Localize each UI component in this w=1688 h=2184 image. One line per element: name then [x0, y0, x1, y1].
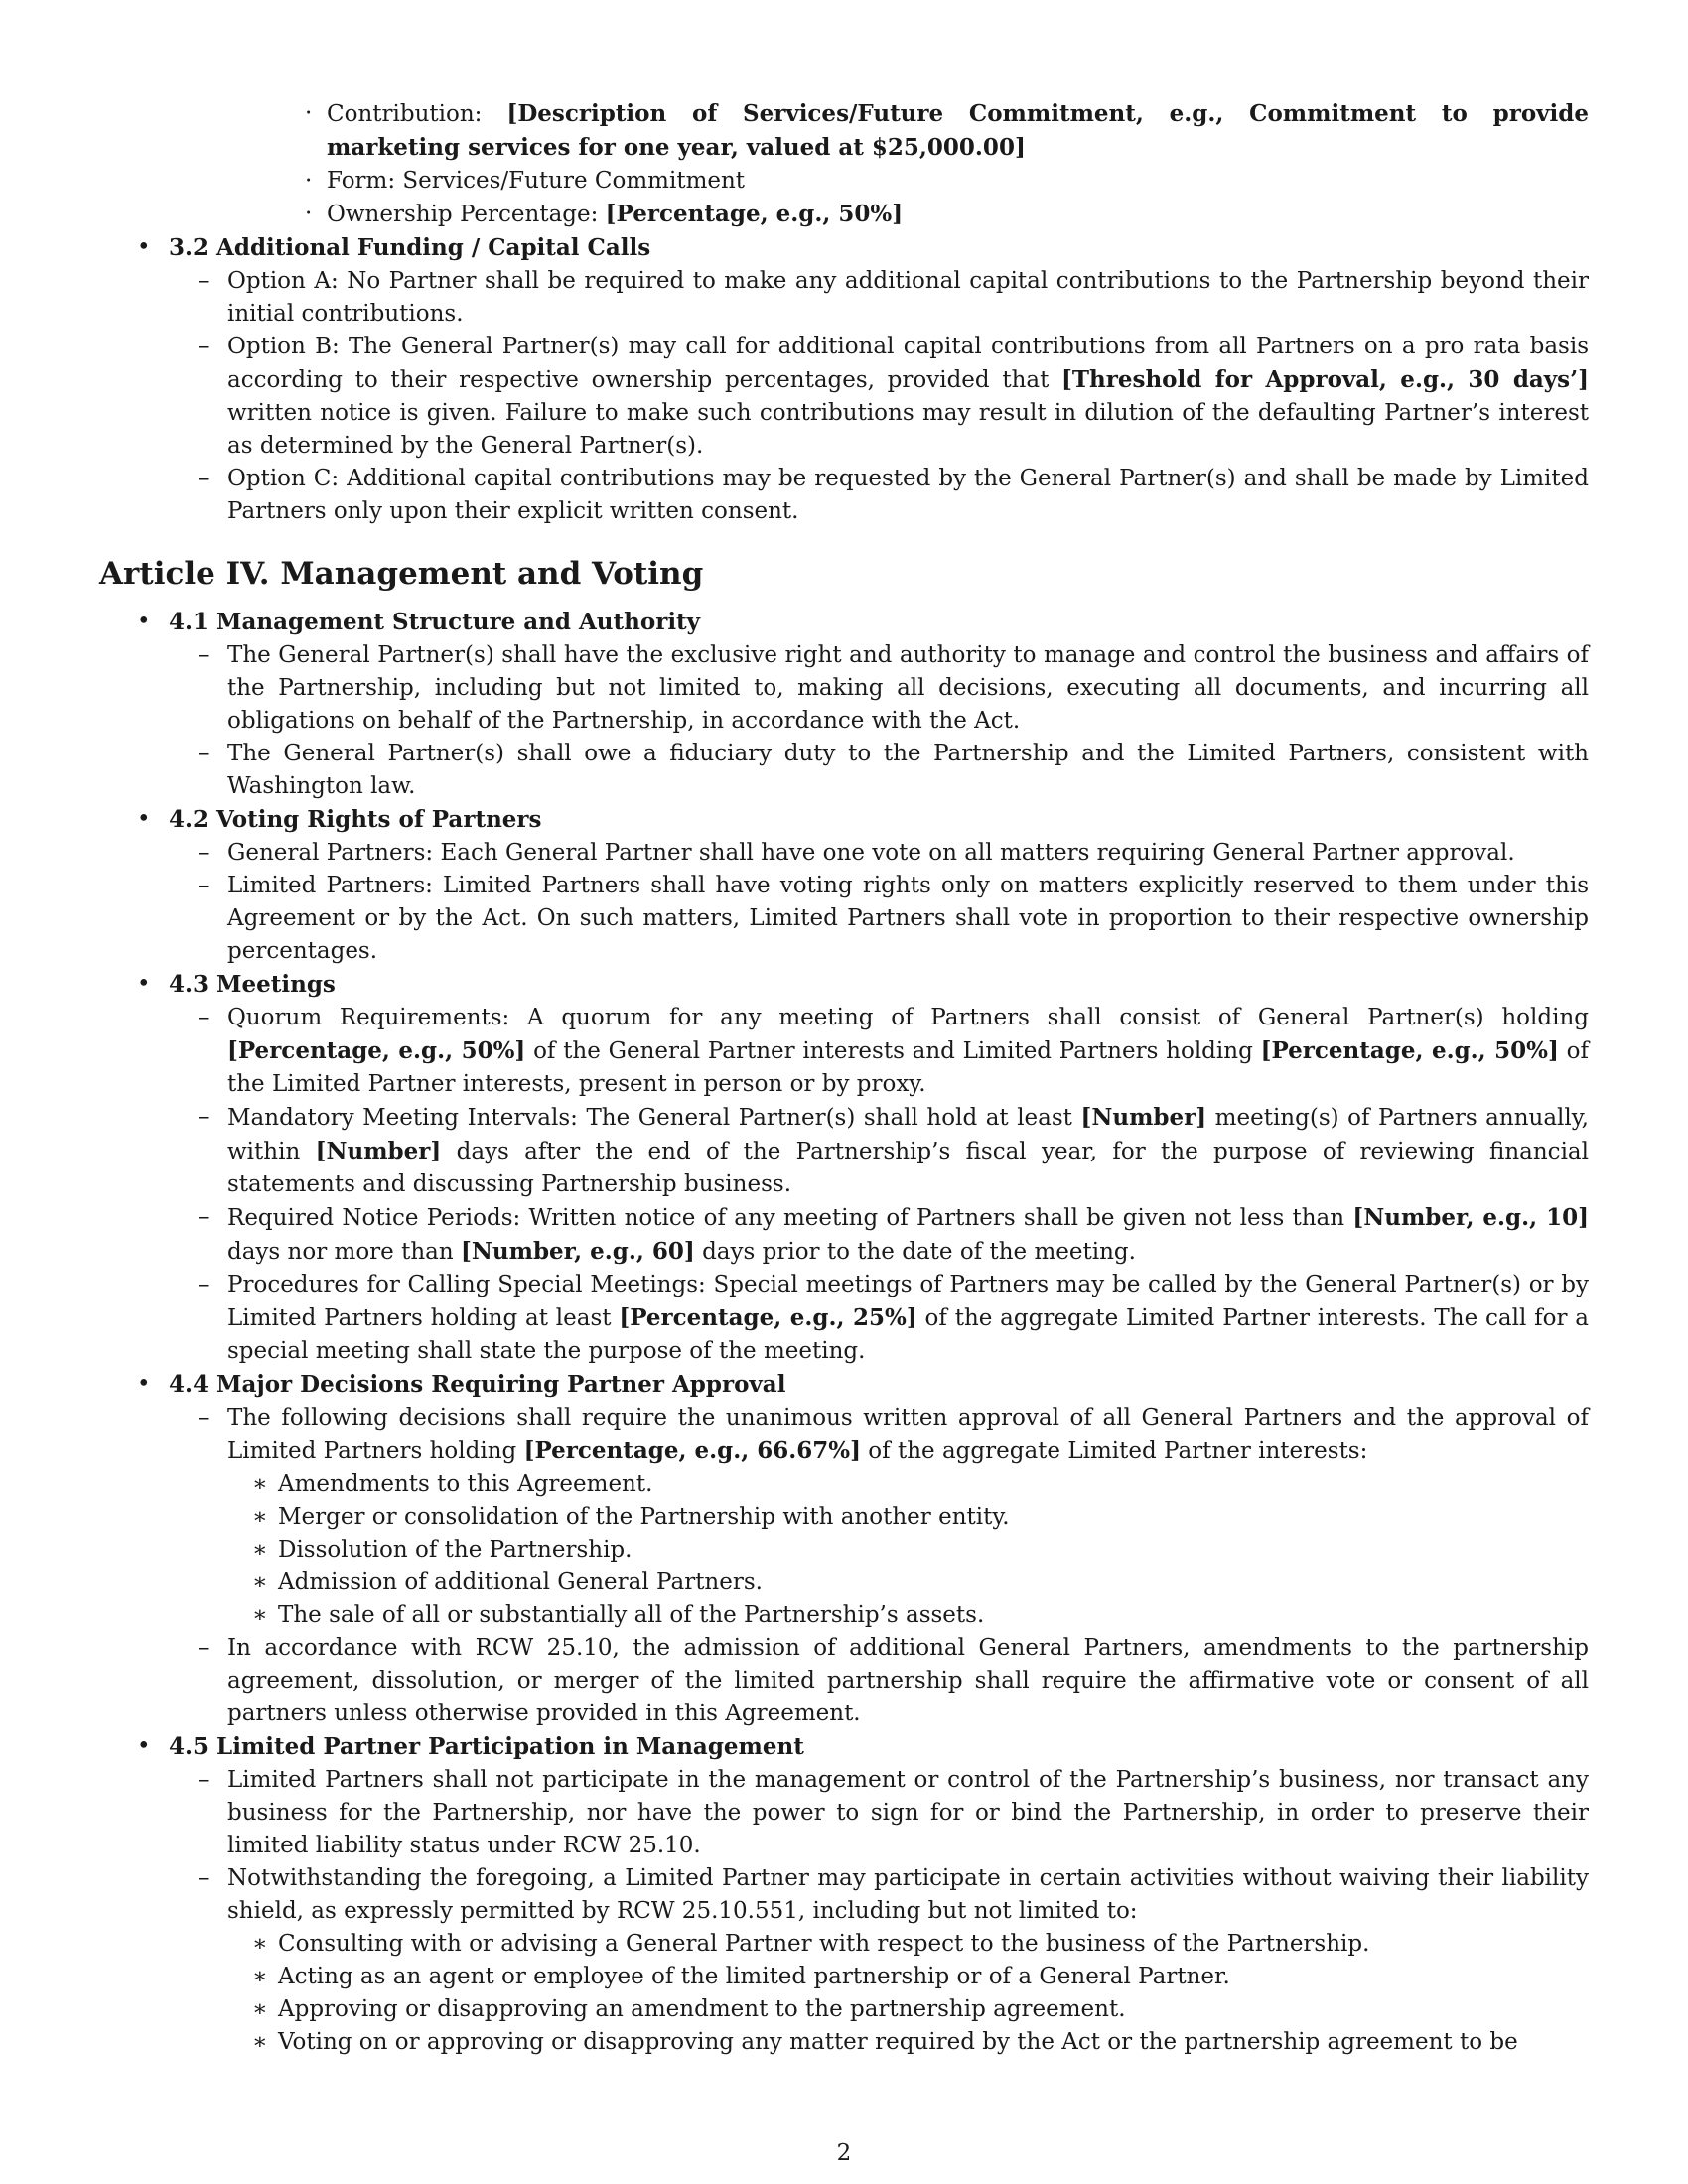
bullet-marker: • — [137, 971, 151, 997]
placeholder-field: [Number] — [315, 1138, 442, 1164]
paragraph-text: of the Limited Partner interests, present in person or by proxy. — [227, 1038, 1589, 1097]
sub-item-text: Merger or consolidation of the Partnership with another entity. — [278, 1504, 1010, 1530]
notice-periods-item — [198, 1201, 1589, 1269]
paragraph-text: written notice is given. Failure to make such contributions may result in dilution of the defaulting Partner’s interest as determined by the General Partner(s). — [227, 400, 1589, 459]
sub-item — [252, 1468, 1589, 1501]
paragraph-text: In accordance with RCW 25.10, the admission of additional General Partners, amendments to the partnership agreement, dissolution, or merger of the limited partnership shall require the affirmative vote or consent of all partners unless otherwise provided in this Agreement. — [227, 1635, 1589, 1726]
star-marker: ∗ — [252, 1996, 268, 2022]
document-page — [99, 97, 1589, 2059]
star-marker: ∗ — [252, 1504, 268, 1530]
paragraph-text: days after the end of the Partnership’s fiscal year, for the purpose of reviewing financial statements and discussing Partnership business. — [227, 1139, 1589, 1197]
dash-marker: – — [198, 466, 210, 491]
sub-item-text: Amendments to this Agreement. — [278, 1471, 653, 1497]
sub-item-text: Dissolution of the Partnership. — [278, 1537, 633, 1563]
paragraph-text: Limited Partners shall not participate in the management or control of the Partnership’s business, nor transact any business for the Partnership, nor have the power to sign for or bind the Partnership, in order to preserve their limited liability status under RCW 25.10. — [227, 1767, 1589, 1858]
star-marker: ∗ — [252, 1537, 268, 1563]
paragraph-text: meeting(s) of Partners annually, within — [227, 1105, 1589, 1164]
paragraph-text: The General Partner(s) shall have the exclusive right and authority to manage and control the business and affairs of the Partnership, including but not limited to, making all decisions, executing all documents, and incurring all obligations on behalf of the Partnership, in accordance with the Act. — [227, 642, 1589, 734]
sub-item — [252, 1961, 1589, 1993]
special-meetings-item — [198, 1269, 1589, 1368]
dash-marker: – — [198, 268, 210, 294]
quorum-item — [198, 1002, 1589, 1101]
sub-item — [252, 1599, 1589, 1632]
item-label: Form: Services/Future Commitment — [327, 168, 746, 194]
dash-marker: – — [198, 334, 210, 359]
dot-marker: · — [305, 201, 313, 226]
item-value: [Percentage, e.g., 50%] — [605, 201, 904, 227]
placeholder-field: [Number, e.g., 10] — [1352, 1204, 1589, 1231]
placeholder-field: [Percentage, e.g., 50%] — [1260, 1037, 1559, 1064]
paragraph-text: of the aggregate Limited Partner interests: — [861, 1438, 1368, 1464]
item-label: Ownership Percentage: — [327, 202, 606, 227]
form-item — [305, 165, 1589, 198]
dash-marker: – — [198, 1204, 210, 1230]
sub-item — [252, 1928, 1589, 1961]
paragraph-text: Limited Partners: Limited Partners shall have voting rights only on matters explicitly reserved to them under this Agreement or by the Act. On such matters, Limited Partners shall vote in proportion to their respective ownership percentages. — [227, 873, 1589, 964]
dash-marker: – — [198, 1635, 210, 1661]
placeholder-field: [Number, e.g., 60] — [460, 1238, 695, 1265]
sub-item-text: Admission of additional General Partners. — [278, 1570, 763, 1595]
dash-marker: – — [198, 741, 210, 766]
bullet-marker: • — [137, 234, 151, 260]
section-3-2 — [137, 231, 1589, 265]
list-item — [198, 1862, 1589, 1928]
item-value: [Description of Services/Future Commitment, e.g., Commitment to provide marketing services for one year, valued at $25,000.00] — [327, 100, 1589, 161]
section-title: 4.4 Major Decisions Requiring Partner Approval — [169, 1371, 786, 1398]
star-marker: ∗ — [252, 1931, 268, 1957]
sub-item-text: Acting as an agent or employee of the limited partnership or of a General Partner. — [278, 1964, 1230, 1989]
section-title: 4.3 Meetings — [169, 971, 336, 998]
section-title: 4.5 Limited Partner Participation in Management — [169, 1733, 804, 1760]
option-a — [198, 265, 1589, 331]
sub-item — [252, 1993, 1589, 2026]
dash-marker: – — [198, 1005, 210, 1030]
ownership-item — [305, 198, 1589, 231]
list-item — [198, 639, 1589, 738]
item-label: Contribution: — [327, 101, 507, 127]
dash-marker: – — [198, 1104, 210, 1130]
sub-item-text: Consulting with or advising a General Partner with respect to the business of the Partnership. — [278, 1931, 1370, 1957]
placeholder-field: [Percentage, e.g., 66.67%] — [523, 1437, 861, 1464]
paragraph-text: The following decisions shall require the unanimous written approval of all General Partners and the approval of Limited Partners holding — [227, 1405, 1589, 1464]
paragraph-text: Procedures for Calling Special Meetings: Special meetings of Partners may be called by the General Partner(s) or by Limited Partners holding at least — [227, 1272, 1589, 1331]
bullet-marker: • — [137, 806, 151, 832]
dash-marker: – — [198, 1405, 210, 1431]
sub-item — [252, 1567, 1589, 1599]
sub-item-text: Approving or disapproving an amendment to the partnership agreement. — [278, 1996, 1126, 2022]
section-title: 3.2 Additional Funding / Capital Calls — [169, 234, 651, 261]
placeholder-field: [Percentage, e.g., 50%] — [227, 1037, 526, 1064]
sub-item — [252, 1534, 1589, 1567]
list-item — [198, 870, 1589, 968]
sub-item-text: The sale of all or substantially all of the Partnership’s assets. — [278, 1602, 985, 1628]
list-item — [198, 738, 1589, 803]
paragraph-text: Option C: Additional capital contributions may be requested by the General Partner(s) and shall be made by Limited Partners only upon their explicit written consent. — [227, 466, 1589, 524]
paragraph-text: Mandatory Meeting Intervals: The General Partner(s) shall hold at least — [227, 1105, 1081, 1131]
star-marker: ∗ — [252, 1964, 268, 1989]
meeting-intervals-item — [198, 1101, 1589, 1201]
section-4-3 — [137, 968, 1589, 1002]
dash-marker: – — [198, 1865, 210, 1891]
dash-marker: – — [198, 1272, 210, 1297]
paragraph-text: General Partners: Each General Partner shall have one vote on all matters requiring General Partner approval. — [227, 840, 1515, 866]
section-4-1 — [137, 606, 1589, 639]
dash-marker: – — [198, 840, 210, 866]
list-item — [198, 837, 1589, 870]
placeholder-field: [Percentage, e.g., 25%] — [619, 1304, 917, 1331]
star-marker: ∗ — [252, 1570, 268, 1595]
paragraph-text: of the aggregate Limited Partner interests. The call for a special meeting shall state the purpose of the meeting. — [227, 1305, 1589, 1364]
placeholder-field: [Threshold for Approval, e.g., 30 days’] — [1061, 366, 1590, 393]
paragraph-text: The General Partner(s) shall owe a fiduciary duty to the Partnership and the Limited Partners, consistent with Washington law. — [227, 741, 1589, 799]
dot-marker: · — [305, 100, 313, 126]
bullet-marker: • — [137, 1733, 151, 1759]
paragraph-text: Notwithstanding the foregoing, a Limited Partner may participate in certain activities without waiving their liability shield, as expressly permitted by RCW 25.10.551, including but not limited to: — [227, 1865, 1589, 1924]
paragraph-text: Required Notice Periods: Written notice of any meeting of Partners shall be given not less than — [227, 1205, 1353, 1231]
list-item — [198, 1402, 1589, 1468]
page-number: 2 — [836, 2140, 852, 2166]
option-c — [198, 463, 1589, 528]
paragraph-text: Option B: The General Partner(s) may call for additional capital contributions from all Partners on a pro rata basis according to their respective ownership percentages, provided that — [227, 334, 1589, 393]
dot-marker: · — [305, 168, 313, 194]
dash-marker: – — [198, 642, 210, 668]
section-4-4 — [137, 1368, 1589, 1402]
star-marker: ∗ — [252, 1471, 268, 1497]
bullet-marker: • — [137, 609, 151, 634]
bullet-marker: • — [137, 1371, 151, 1397]
sub-item — [252, 2026, 1589, 2059]
star-marker: ∗ — [252, 2029, 268, 2055]
section-title: 4.2 Voting Rights of Partners — [169, 806, 542, 833]
dash-marker: – — [198, 873, 210, 898]
dash-marker: – — [198, 1767, 210, 1793]
contribution-item — [305, 97, 1589, 165]
paragraph-text: Option A: No Partner shall be required to make any additional capital contributions to the Partnership beyond their initial contributions. — [227, 268, 1589, 327]
sub-item-text: Voting on or approving or disapproving any matter required by the Act or the partnership agreement to be — [278, 2029, 1518, 2055]
paragraph-text: days nor more than — [227, 1239, 461, 1265]
section-4-2 — [137, 803, 1589, 837]
option-b — [198, 331, 1590, 463]
paragraph-text: Quorum Requirements: A quorum for any meeting of Partners shall consist of General Partner(s) holding — [227, 1005, 1589, 1030]
paragraph-text: of the General Partner interests and Limited Partners holding — [525, 1038, 1261, 1064]
star-marker: ∗ — [252, 1602, 268, 1628]
section-title: 4.1 Management Structure and Authority — [169, 609, 701, 635]
list-item — [198, 1764, 1589, 1862]
list-item — [198, 1632, 1589, 1730]
paragraph-text: days prior to the date of the meeting. — [694, 1239, 1136, 1265]
placeholder-field: [Number] — [1080, 1104, 1207, 1131]
article-heading: Article IV. Management and Voting — [99, 556, 704, 592]
section-4-5 — [137, 1730, 1589, 1764]
sub-item — [252, 1501, 1589, 1534]
